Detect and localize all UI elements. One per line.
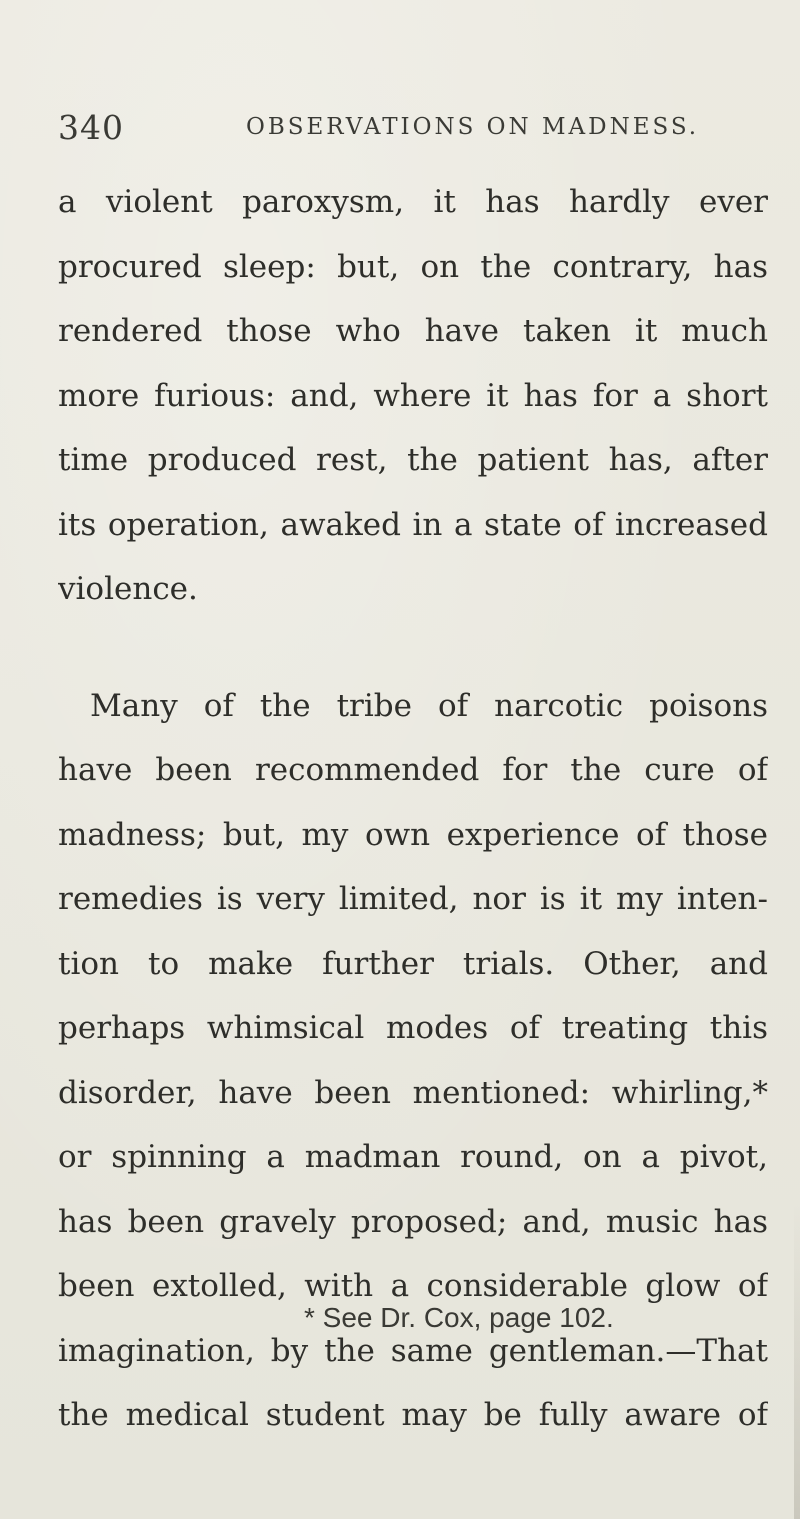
text-line: more furious: and, where it has for a short [58, 377, 768, 414]
text-line: Many of the tribe of narcotic poisons [90, 687, 768, 724]
body-text [58, 170, 768, 1448]
text-line: madness; but, my own experience of those [58, 816, 768, 853]
running-head: OBSERVATIONS ON MADNESS. [246, 114, 700, 140]
text-line: tion to make further trials. Other, and [58, 945, 768, 982]
footnote: * See Dr. Cox, page 102. [304, 1302, 614, 1333]
text-line: time produced rest, the patient has, after [58, 442, 768, 478]
text-line: rendered those who have taken it much [58, 313, 768, 349]
page-number: 340 [58, 108, 124, 147]
text-line: or spinning a madman round, on a pivot, [58, 1139, 768, 1175]
text-line: disorder, have been mentioned: whirling,* [58, 1074, 768, 1111]
text-line: been extolled, with a considerable glow of [58, 1268, 768, 1304]
page-header [58, 92, 758, 152]
page-edge-shadow [794, 1200, 800, 1519]
text-line: imagination, by the same gentleman.—That [58, 1332, 768, 1369]
text-line: remedies is very limited, nor is it my inten- [58, 881, 768, 917]
text-line: procured sleep: but, on the contrary, has [58, 248, 768, 285]
text-line: the medical student may be fully aware of [58, 1397, 768, 1433]
text-line: violence. [58, 571, 198, 607]
text-line: has been gravely proposed; and, music has [58, 1203, 768, 1240]
text-line: its operation, awaked in a state of increased [58, 506, 768, 543]
text-line: a violent paroxysm, it has hardly ever [58, 184, 768, 220]
text-line: perhaps whimsical modes of treating this [58, 1010, 768, 1046]
paragraph-1 [58, 170, 768, 622]
paragraph-gap [58, 622, 768, 674]
text-line: have been recommended for the cure of [58, 752, 768, 788]
